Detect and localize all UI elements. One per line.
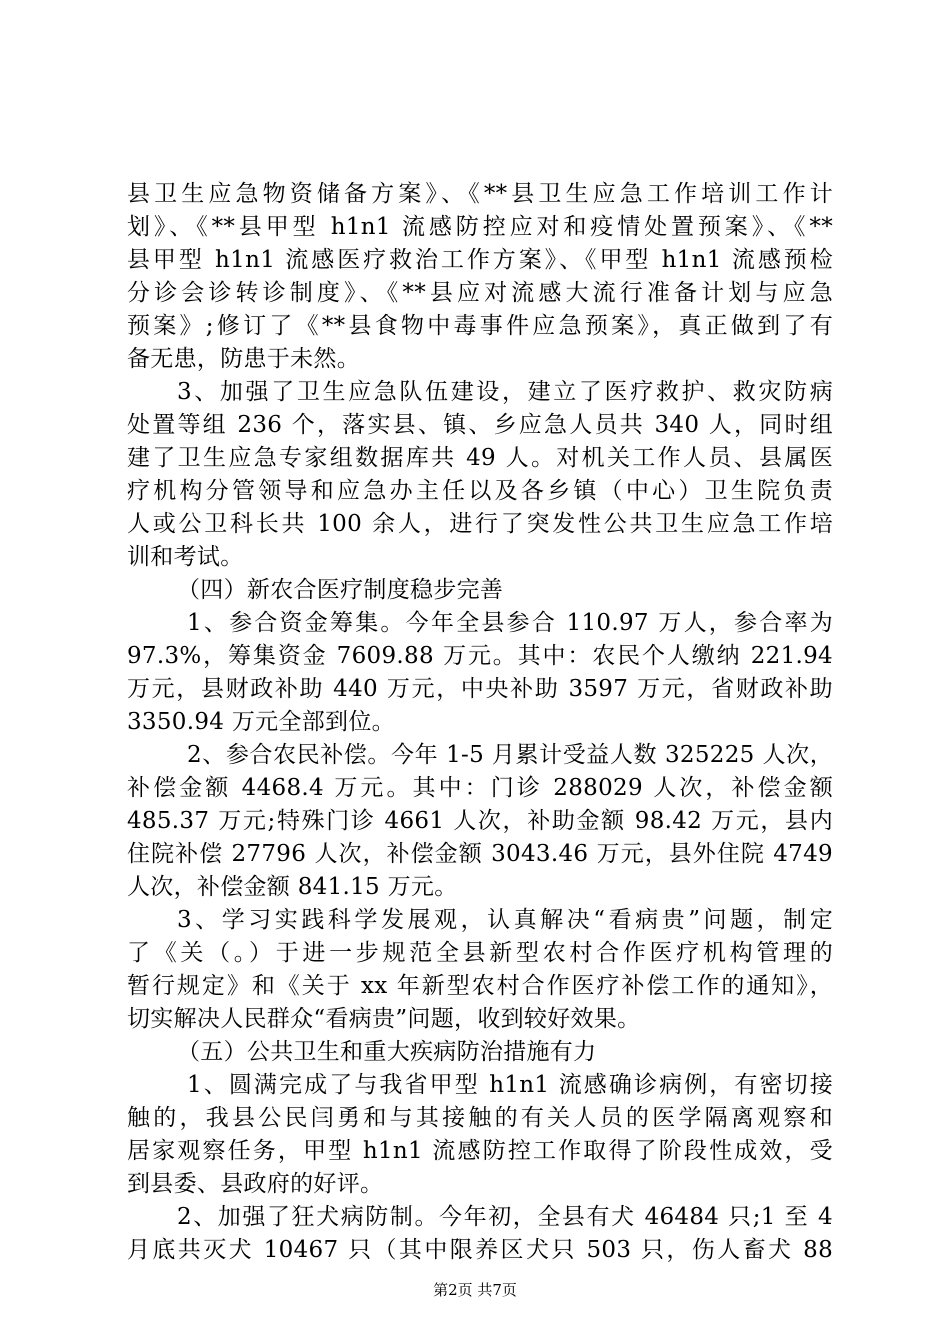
body-text [127, 178, 833, 1267]
text-line: 97.3%，筹集资金 7609.88 万元。其中：农民个人缴纳 221.94 [127, 643, 833, 669]
text-line: 月底共灭犬 10467 只（其中限养区犬只 503 只，伤人畜犬 88 [127, 1237, 833, 1263]
text-line: 县卫生应急物资储备方案》、《**县卫生应急工作培训工作计 [127, 181, 833, 207]
text-line: 万元，县财政补助 440 万元，中央补助 3597 万元，省财政补助 [127, 676, 833, 702]
paragraph-start: 1、圆满完成了与我省甲型 h1n1 流感确诊病例，有密切接 [187, 1072, 833, 1098]
paragraph-start: 3、学习实践科学发展观，认真解决“看病贵”问题，制定 [177, 907, 833, 933]
text-line: 建了卫生应急专家组数据库共 49 人。对机关工作人员、县属医 [127, 445, 833, 471]
page-number-footer: 第2页 共7页 [433, 1281, 517, 1299]
section-heading: （四）新农合医疗制度稳步完善 [177, 577, 504, 603]
text-line: 切实解决人民群众“看病贵”问题，收到较好效果。 [127, 1006, 641, 1032]
text-line: 485.37 万元;特殊门诊 4661 人次，补助金额 98.42 万元，县内 [127, 808, 833, 834]
text-line: 县甲型 h1n1 流感医疗救治工作方案》、《甲型 h1n1 流感预检 [127, 247, 833, 273]
section-heading: （五）公共卫生和重大疾病防治措施有力 [177, 1039, 597, 1065]
text-line: 居家观察任务，甲型 h1n1 流感防控工作取得了阶段性成效，受 [127, 1138, 833, 1164]
paragraph-start: 1、参合资金筹集。今年全县参合 110.97 万人，参合率为 [187, 610, 833, 636]
paragraph-start: 3、加强了卫生应急队伍建设，建立了医疗救护、救灾防病 [177, 379, 833, 405]
text-line: 疗机构分管领导和应急办主任以及各乡镇（中心）卫生院负责 [127, 478, 833, 504]
text-line: 分诊会诊转诊制度》、《**县应对流感大流行准备计划与应急 [127, 280, 833, 306]
text-line: 补偿金额 4468.4 万元。其中：门诊 288029 人次，补偿金额 [127, 775, 833, 801]
text-line: 暂行规定》和《关于 xx 年新型农村合作医疗补偿工作的通知》， [127, 973, 833, 999]
text-line: 人或公卫科长共 100 余人，进行了突发性公共卫生应急工作培 [127, 511, 833, 537]
text-line: 预案》;修订了《**县食物中毒事件应急预案》，真正做到了有 [127, 313, 833, 339]
text-line: 备无患，防患于未然。 [127, 346, 360, 372]
text-line: 到县委、县政府的好评。 [127, 1171, 384, 1197]
text-line: 划》、《**县甲型 h1n1 流感防控应对和疫情处置预案》、《** [127, 214, 833, 240]
text-line: 住院补偿 27796 人次，补偿金额 3043.46 万元，县外住院 4749 [127, 841, 833, 867]
paragraph-start: 2、参合农民补偿。今年 1-5 月累计受益人数 325225 人次， [187, 742, 833, 768]
paragraph-start: 2、加强了狂犬病防制。今年初，全县有犬 46484 只;1 至 4 [177, 1204, 833, 1230]
text-line: 人次，补偿金额 841.15 万元。 [127, 874, 458, 900]
text-line: 了《关（。）于进一步规范全县新型农村合作医疗机构管理的 [127, 940, 833, 966]
text-line: 触的，我县公民闫勇和与其接触的有关人员的医学隔离观察和 [127, 1105, 833, 1131]
text-line: 处置等组 236 个，落实县、镇、乡应急人员共 340 人，同时组 [127, 412, 833, 438]
text-line: 3350.94 万元全部到位。 [127, 709, 395, 735]
text-line: 训和考试。 [127, 544, 244, 570]
